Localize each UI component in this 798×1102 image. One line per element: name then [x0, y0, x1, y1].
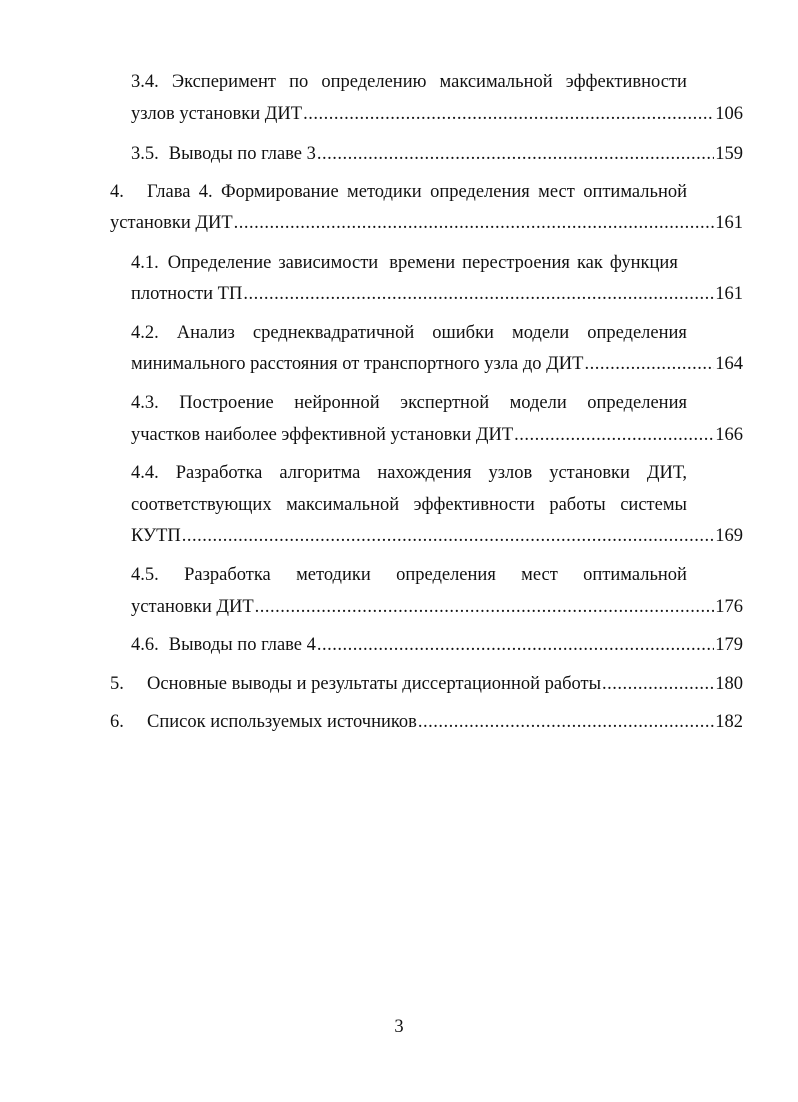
toc-4-2-line1: 4.2. Анализ среднеквадратичной ошибки модели определения — [131, 320, 687, 346]
toc-4-1-line1: 4.1. Определение зависимости времени перестроения как функция — [131, 250, 687, 276]
toc-3-5[interactable]: 3.5. Выводы по главе 3 ..... 159 — [131, 141, 743, 167]
page-ref: 106 — [715, 104, 743, 124]
section-number: 4.5. — [131, 565, 159, 585]
toc-4-3-line1: 4.3. Построение нейронной экспертной модели определения — [131, 390, 687, 416]
page-ref: 180 — [715, 674, 743, 694]
toc-4-4-line1: 4.4. Разработка алгоритма нахождения узлов установки ДИТ, — [131, 460, 687, 486]
toc-3-4-line1: 3.4. Эксперимент по определению максимальной эффективности — [131, 69, 687, 95]
dot-leader — [243, 281, 714, 307]
page-ref: 159 — [715, 144, 743, 164]
page-ref: 176 — [715, 597, 743, 617]
toc-4-4-line2: соответствующих максимальной эффективности работы системы — [131, 495, 687, 515]
section-number: 4.3. — [131, 393, 159, 413]
dot-leader — [234, 210, 715, 236]
dot-leader — [602, 671, 714, 697]
section-number: 3.5. — [131, 144, 159, 164]
section-number: 4.4. — [131, 463, 159, 483]
dot-leader — [418, 709, 714, 735]
page-ref: 182 — [715, 712, 743, 732]
toc-4-3-line2[interactable]: участков наиболее эффективной установки ДИТ ..... 166 — [131, 422, 743, 448]
page-ref: 179 — [715, 635, 743, 655]
section-number: 4.2. — [131, 323, 159, 343]
page-ref: 164 — [715, 354, 743, 374]
dot-leader — [303, 101, 714, 127]
chapter-4-number: 4. — [110, 182, 124, 202]
section-number: 4.1. — [131, 253, 159, 273]
toc-3-4-line2[interactable]: узлов установки ДИТ ..... 106 — [131, 101, 743, 127]
toc-4-4-line3[interactable]: КУТП ..... 169 — [131, 523, 743, 549]
toc-4-5-line1: 4.5. Разработка методики определения мест оптимальной — [131, 562, 687, 588]
page-ref: 169 — [715, 526, 743, 546]
dot-leader — [182, 523, 715, 549]
dot-leader — [317, 141, 714, 167]
page-ref: 166 — [715, 425, 743, 445]
dot-leader — [584, 351, 714, 377]
chapter-6-number: 6. — [110, 712, 124, 732]
toc-4-5-line2[interactable]: установки ДИТ ..... 176 — [131, 594, 743, 620]
dot-leader — [317, 632, 714, 658]
toc-ch4-line1: Глава 4. Формирование методики определения мест оптимальной — [147, 182, 687, 202]
section-number: 4.6. — [131, 635, 159, 655]
toc-ch6[interactable]: Список используемых источников ..... 182 — [147, 709, 743, 735]
dot-leader — [514, 422, 714, 448]
toc-4-2-line2[interactable]: минимального расстояния от транспортного узла до ДИТ ..... 164 — [131, 351, 743, 377]
chapter-5-number: 5. — [110, 674, 124, 694]
toc-ch4-line2[interactable]: установки ДИТ ..... 161 — [110, 210, 743, 236]
page-number: 3 — [394, 1017, 404, 1037]
dot-leader — [255, 594, 715, 620]
section-number: 3.4. — [131, 72, 159, 92]
page-ref: 161 — [715, 213, 743, 233]
toc-4-6[interactable]: 4.6. Выводы по главе 4 ..... 179 — [131, 632, 743, 658]
toc-4-1-line2[interactable]: плотности ТП ..... 161 — [131, 281, 743, 307]
page-ref: 161 — [715, 284, 743, 304]
toc-ch5[interactable]: Основные выводы и результаты диссертационной работы ..... 180 — [147, 671, 743, 697]
